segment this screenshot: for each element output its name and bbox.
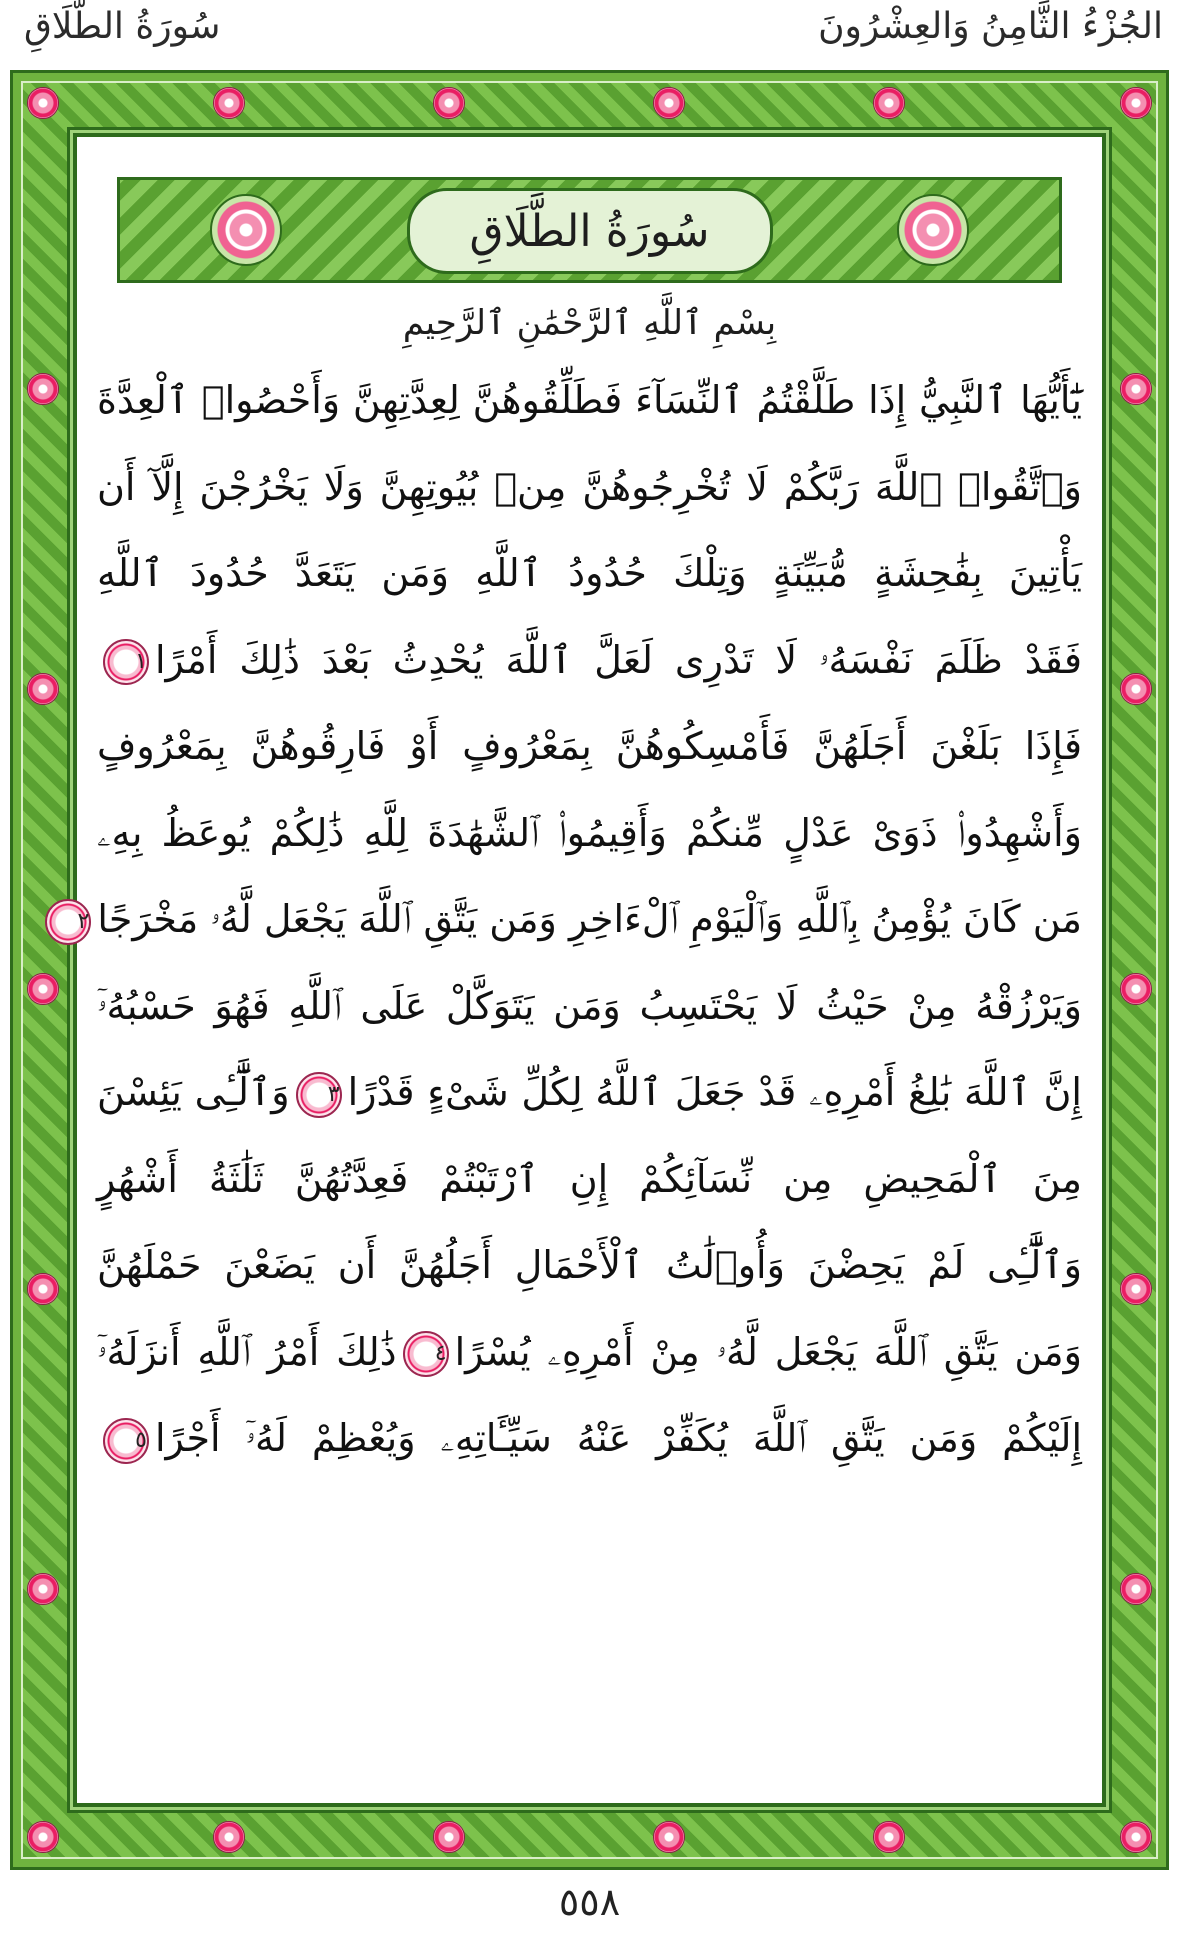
rosette-icon — [27, 87, 59, 119]
verse-line — [97, 703, 1082, 790]
verse-text: فَإِذَا بَلَغْنَ أَجَلَهُنَّ فَأَمْسِكُوهُنَّ بِمَعْرُوفٍ أَوْ فَارِقُوهُنَّ بِمَعْرُوفٍ — [97, 724, 1082, 768]
verse-line — [97, 1136, 1082, 1223]
ayah-number-marker: ٣ — [296, 1072, 342, 1118]
verse-text: وَأَشْهِدُوا۟ ذَوَىْ عَدْلٍ مِّنكُمْ وَأَقِيمُوا۟ ٱلشَّهَٰدَةَ لِلَّهِ ذَٰلِكُمْ يُوعَظُ بِهِۦ — [97, 810, 1082, 855]
text-panel — [73, 133, 1106, 1807]
verse-lines — [77, 357, 1082, 1482]
rosette-icon — [27, 1273, 59, 1305]
verses-area — [77, 287, 1082, 1793]
rosette-icon — [27, 973, 59, 1005]
rosette-icon — [1120, 673, 1152, 705]
verse-text: يَأْتِينَ بِفَٰحِشَةٍ مُّبَيِّنَةٍ وَتِلْكَ حُدُودُ ٱللَّهِ وَمَن يَتَعَدَّ حُدُودَ ٱللَّهِ — [97, 551, 1082, 595]
rosette-icon — [1120, 973, 1152, 1005]
rosette-icon — [433, 87, 465, 119]
rosette-icon — [1120, 373, 1152, 405]
flower-medallion-icon — [897, 194, 969, 266]
rosette-icon — [1120, 1573, 1152, 1605]
ayah-number-marker: ٤ — [403, 1331, 449, 1377]
ayah-number-marker: ١ — [103, 639, 149, 685]
ayah-number-marker: ٥ — [103, 1418, 149, 1464]
rosette-icon — [27, 373, 59, 405]
rosette-icon — [27, 1821, 59, 1853]
verse-line — [97, 357, 1082, 444]
ornamental-frame — [10, 70, 1169, 1870]
rosette-icon — [1120, 1273, 1152, 1305]
verse-text: وَٱتَّقُوا۟ ٱللَّهَ رَبَّكُمْ لَا تُخْرِجُوهُنَّ مِنۢ بُيُوتِهِنَّ وَلَا يَخْرُجْنَ إِلَّآ أَن — [97, 464, 1082, 509]
juz-label: الجُزْءُ الثَّامِنُ وَالعِشْرُونَ — [818, 6, 1163, 47]
surah-banner — [117, 177, 1062, 283]
rosette-icon — [27, 673, 59, 705]
verse-line — [97, 444, 1082, 531]
rosette-icon — [27, 1573, 59, 1605]
rosette-icon — [653, 87, 685, 119]
verse-text: وَٱلَّٰٓـِٔى لَمْ يَحِضْنَ وَأُو۟لَٰتُ ٱلْأَحْمَالِ أَجَلُهُنَّ أَن يَضَعْنَ حَمْلَهُنَّ — [97, 1243, 1082, 1287]
rosette-icon — [213, 1821, 245, 1853]
verse-text: مَن كَانَ يُؤْمِنُ بِٱللَّهِ وَٱلْيَوْمِ ٱلْءَاخِرِ وَمَن يَتَّقِ ٱللَّهَ يَجْعَل لَّهُۥ مَخْرَجًا — [97, 897, 1082, 941]
verse-text: يَٰٓأَيُّهَا ٱلنَّبِيُّ إِذَا طَلَّقْتُمُ ٱلنِّسَآءَ فَطَلِّقُوهُنَّ لِعِدَّتِهِنَّ وَأَحْصُوا۟ ٱلْعِدَّةَ — [97, 378, 1082, 422]
rosette-icon — [1120, 87, 1152, 119]
verse-line — [97, 1222, 1082, 1309]
verse-line — [97, 1049, 1082, 1136]
verse-text: إِلَيْكُمْ وَمَن يَتَّقِ ٱللَّهَ يُكَفِّرْ عَنْهُ سَيِّـَٔاتِهِۦ وَيُعْظِمْ لَهُۥٓ أَجْرًا — [155, 1416, 1082, 1460]
verse-text: ذَٰلِكَ أَمْرُ ٱللَّهِ أَنزَلَهُۥٓ — [97, 1329, 397, 1374]
surah-title-cartouche — [407, 188, 773, 274]
page-number: ٥٥٨ — [558, 1880, 621, 1924]
rosette-icon — [873, 87, 905, 119]
verse-line — [97, 617, 1082, 704]
page-header — [0, 0, 1179, 62]
verse-text: إِنَّ ٱللَّهَ بَٰلِغُ أَمْرِهِۦ قَدْ جَعَلَ ٱللَّهُ لِكُلِّ شَىْءٍ قَدْرًا — [347, 1070, 1082, 1114]
verse-line — [97, 790, 1082, 877]
verse-line — [97, 530, 1082, 617]
basmala: بِسْمِ ٱللَّهِ ٱلرَّحْمَٰنِ ٱلرَّحِيمِ — [402, 303, 777, 343]
verse-text: وَمَن يَتَّقِ ٱللَّهَ يَجْعَل لَّهُۥ مِنْ أَمْرِهِۦ يُسْرًا — [454, 1329, 1082, 1374]
rosette-icon — [1120, 1821, 1152, 1853]
flower-medallion-icon — [210, 194, 282, 266]
ayah-number-marker: ٢ — [45, 899, 91, 945]
verse-text: فَقَدْ ظَلَمَ نَفْسَهُۥ لَا تَدْرِى لَعَلَّ ٱللَّهَ يُحْدِثُ بَعْدَ ذَٰلِكَ أَمْرًا — [155, 637, 1082, 682]
verse-text: وَٱلَّٰٓـِٔى يَئِسْنَ — [97, 1070, 290, 1114]
verse-line — [97, 963, 1082, 1050]
rosette-icon — [213, 87, 245, 119]
surah-title: سُورَةُ الطَّلَاقِ — [469, 205, 710, 257]
verse-line — [77, 876, 1082, 963]
surah-label: سُورَةُ الطَّلَاقِ — [24, 6, 221, 47]
rosette-icon — [873, 1821, 905, 1853]
rosette-icon — [653, 1821, 685, 1853]
verse-text: مِنَ ٱلْمَحِيضِ مِن نِّسَآئِكُمْ إِنِ ٱرْتَبْتُمْ فَعِدَّتُهُنَّ ثَلَٰثَةُ أَشْهُرٍ — [97, 1156, 1082, 1201]
verse-text: وَيَرْزُقْهُ مِنْ حَيْثُ لَا يَحْتَسِبُ وَمَن يَتَوَكَّلْ عَلَى ٱللَّهِ فَهُوَ حَسْبُهُۥٓ — [97, 983, 1082, 1028]
verse-line — [97, 1309, 1082, 1396]
rosette-icon — [433, 1821, 465, 1853]
verse-line — [97, 1395, 1082, 1482]
